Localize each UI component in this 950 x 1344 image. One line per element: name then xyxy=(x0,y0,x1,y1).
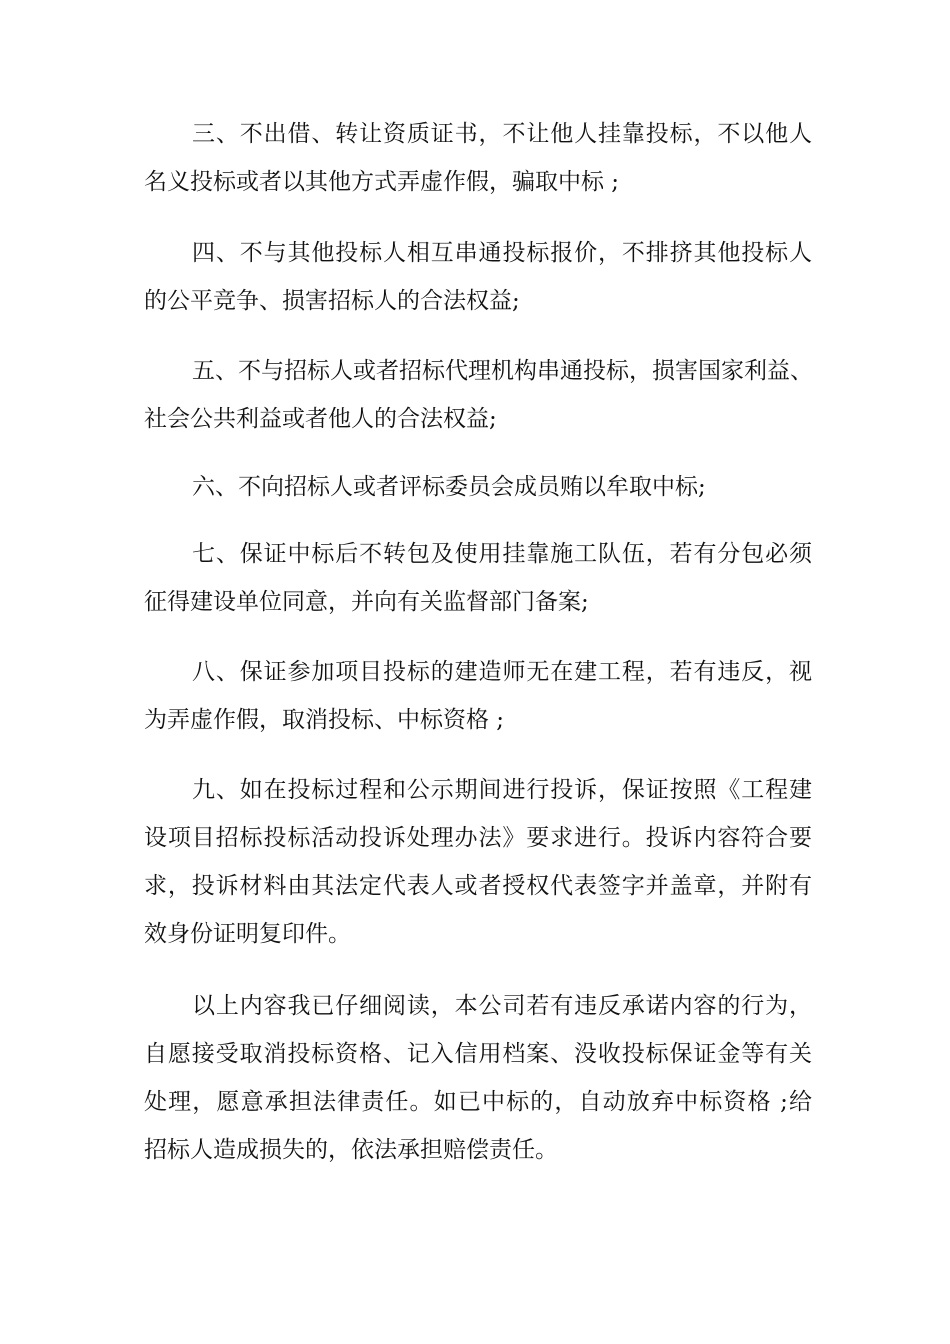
text-line: 招标人造成损失的，依法承担赔偿责任。 xyxy=(144,1137,558,1163)
clause-7-paragraph xyxy=(144,530,812,626)
text-line: 六、不向招标人或者评标委员会成员贿以牟取中标; xyxy=(192,474,706,500)
clause-8-paragraph xyxy=(144,648,812,744)
clause-5-paragraph xyxy=(144,347,812,443)
text-line: 以上内容我已仔细阅读，本公司若有违反承诺内容的行为， xyxy=(192,993,812,1019)
text-line: 效身份证明复印件。 xyxy=(144,921,351,947)
clause-3-paragraph xyxy=(144,110,812,206)
text-line: 社会公共利益或者他人的合法权益; xyxy=(144,406,497,432)
text-line: 的公平竞争、损害招标人的合法权益; xyxy=(144,288,520,314)
clause-9-paragraph xyxy=(144,766,812,958)
clause-4-paragraph xyxy=(144,229,812,325)
text-line: 征得建设单位同意，并向有关监督部门备案; xyxy=(144,589,589,615)
text-line: 名义投标或者以其他方式弄虚作假，骗取中标 ; xyxy=(144,169,620,195)
text-line: 设项目招标投标活动投诉处理办法》要求进行。投诉内容符合要 xyxy=(144,825,812,851)
text-line: 处理，愿意承担法律责任。如已中标的，自动放弃中标资格 ;给 xyxy=(144,1089,812,1115)
text-line: 四、不与其他投标人相互串通投标报价，不排挤其他投标人 xyxy=(192,240,812,266)
text-line: 五、不与招标人或者招标代理机构串通投标，损害国家利益、 xyxy=(192,358,813,384)
closing-paragraph xyxy=(144,982,812,1174)
text-line: 九、如在投标过程和公示期间进行投诉，保证按照《工程建 xyxy=(192,777,812,803)
text-line: 三、不出借、转让资质证书，不让他人挂靠投标，不以他人 xyxy=(192,121,812,147)
text-line: 为弄虚作假，取消投标、中标资格 ; xyxy=(144,707,505,733)
text-line: 自愿接受取消投标资格、记入信用档案、没收投标保证金等有关 xyxy=(144,1041,812,1067)
clause-6-paragraph xyxy=(144,463,812,511)
text-line: 八、保证参加项目投标的建造师无在建工程，若有违反，视 xyxy=(192,659,812,685)
text-line: 求，投诉材料由其法定代表人或者授权代表签字并盖章，并附有 xyxy=(144,873,812,899)
text-line: 七、保证中标后不转包及使用挂靠施工队伍，若有分包必须 xyxy=(192,541,812,567)
